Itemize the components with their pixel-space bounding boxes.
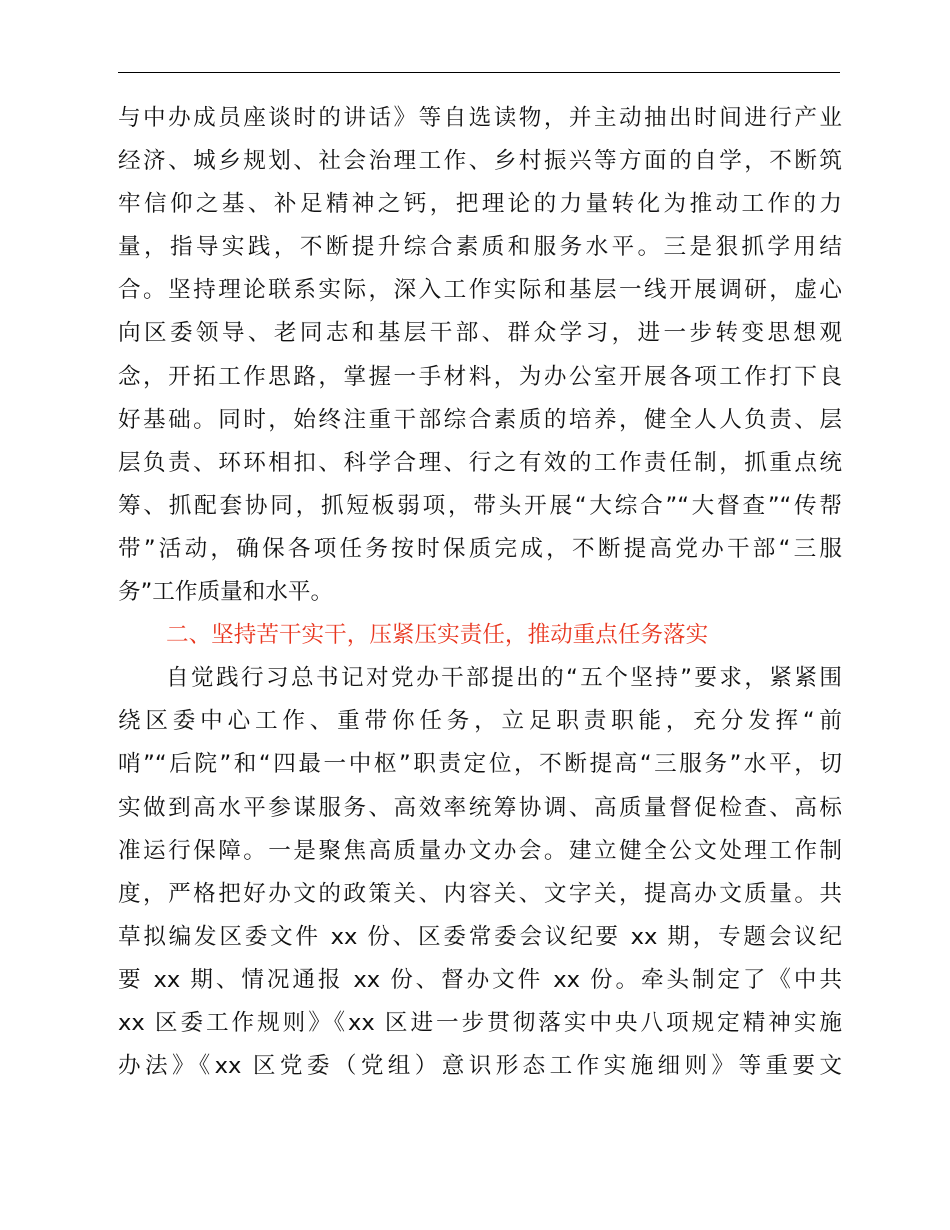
text-line: 准运行保障。一是聚焦高质量办文办会。建立健全公文处理工作制 [118,837,842,864]
text-line: 好基础。同时，始终注重干部综合素质的培养，健全人人负责、层 [118,406,842,433]
text-line: 自觉践行习总书记对党办干部提出的“五个坚持”要求，紧紧围 [166,665,842,692]
document-body [118,97,842,1088]
text-line: 哨”“后院”和“四最一中枢”职责定位，不断提高“三服务”水平，切 [118,751,842,778]
text-line: 层负责、环环相扣、科学合理、行之有效的工作责任制，抓重点统 [118,449,842,476]
text-line: 量，指导实践，不断提升综合素质和服务水平。三是狠抓学用结 [118,234,842,261]
section-heading: 二、坚持苦干实干，压紧压实责任，推动重点任务落实 [166,622,709,649]
text-line: 办法》《xx 区党委（党组）意识形态工作实施细则》等重要文 [118,1053,842,1080]
text-line: 带”活动，确保各项任务按时保质完成，不断提高党办干部“三服 [118,535,842,562]
text-line: 草拟编发区委文件 xx 份、区委常委会议纪要 xx 期，专题会议纪 [118,923,842,950]
text-line: 与中办成员座谈时的讲话》等自选读物，并主动抽出时间进行产业 [118,105,842,131]
text-line: 度，严格把好办文的政策关、内容关、文字关，提高办文质量。共 [118,880,842,907]
paragraph-1 [118,97,842,614]
paragraph-2 [118,657,842,1088]
text-line: 向区委领导、老同志和基层干部、群众学习，进一步转变思想观 [118,320,842,347]
text-line: 念，开拓工作思路，掌握一手材料，为办公室开展各项工作打下良 [118,363,842,390]
header-rule [118,72,840,73]
text-line: 牢信仰之基、补足精神之钙，把理论的力量转化为推动工作的力 [118,191,842,218]
text-line: xx 区委工作规则》《xx 区进一步贯彻落实中央八项规定精神实施 [118,1009,842,1036]
text-line: 经济、城乡规划、社会治理工作、乡村振兴等方面的自学，不断筑 [118,148,842,175]
text-line: 合。坚持理论联系实际，深入工作实际和基层一线开展调研，虚心 [118,277,842,304]
text-line: 筹、抓配套协同，抓短板弱项，带头开展“大综合”“大督查”“传帮 [118,492,842,519]
text-line: 实做到高水平参谋服务、高效率统筹协调、高质量督促检查、高标 [118,794,842,821]
text-line: 要 xx 期、情况通报 xx 份、督办文件 xx 份。牵头制定了《中共 [118,966,842,993]
text-line: 务”工作质量和水平。 [118,579,334,606]
text-line: 绕区委中心工作、重带你任务，立足职责职能，充分发挥“前 [118,708,842,735]
